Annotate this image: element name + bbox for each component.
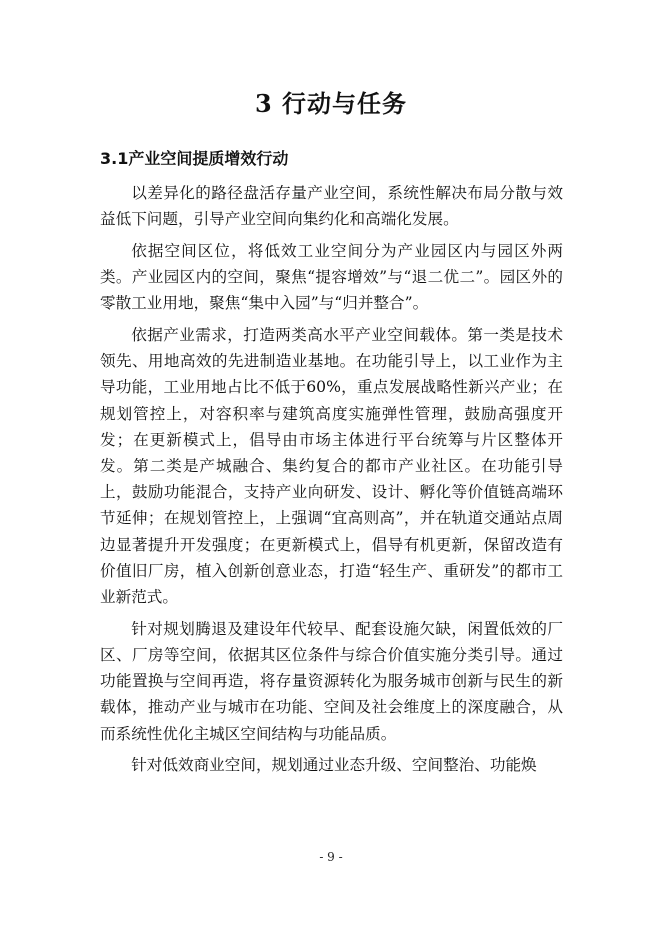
paragraph: 针对低效商业空间，规划通过业态升级、空间整治、功能焕 [131,756,537,775]
body-text [100,180,563,784]
paragraph: 以差异化的路径盘活存量产业空间，系统性解决布局分散与效益低下问题，引导产业空间向集约化和高端化发展。 [100,184,563,229]
paragraph: 依据产业需求，打造两类高水平产业空间载体。第一类是技术领先、用地高效的先进制造业基地。在功能引导上，以工业作为主导功能，工业用地占比不低于60%，重点发展战略性新兴产业；在规划管控上，对容积率与建筑高度实施弹性管理，鼓励高强度开发；在更新模式上，倡导由市场主体进行平台统筹与片区整体开发。第二类是产城融合、集约复合的都市产业社区。在功能引导上，鼓励功能混合，支持产业向研发、设计、孵化等价值链高端环节延伸；在规划管控上，上强调“宜高则高”，并在轨道交通站点周边显著提升开发强度；在更新模式上，倡导有机更新，保留改造有价值旧厂房，植入创新创意业态，打造“轻生产、重研发”的都市工业新范式。 [100,326,563,607]
page-number: - 9 - [319,850,343,864]
paragraph: 依据空间区位，将低效工业空间分为产业园区内与园区外两类。产业园区内的空间，聚焦“提容增效”与“退二优二”。园区外的零散工业用地，聚焦“集中入园”与“归并整合”。 [100,241,563,313]
chapter-title: 3 行动与任务 [254,89,408,118]
section-title: 3.1产业空间提质增效行动 [100,149,289,168]
paragraph: 针对规划腾退及建设年代较早、配套设施欠缺，闲置低效的厂区、厂房等空间，依据其区位条件与综合价值实施分类引导。通过功能置换与空间再造，将存量资源转化为服务城市创新与民生的新载体，推动产业与城市在功能、空间及社会维度上的深度融合，从而系统性优化主城区空间结构与功能品质。 [100,619,563,743]
